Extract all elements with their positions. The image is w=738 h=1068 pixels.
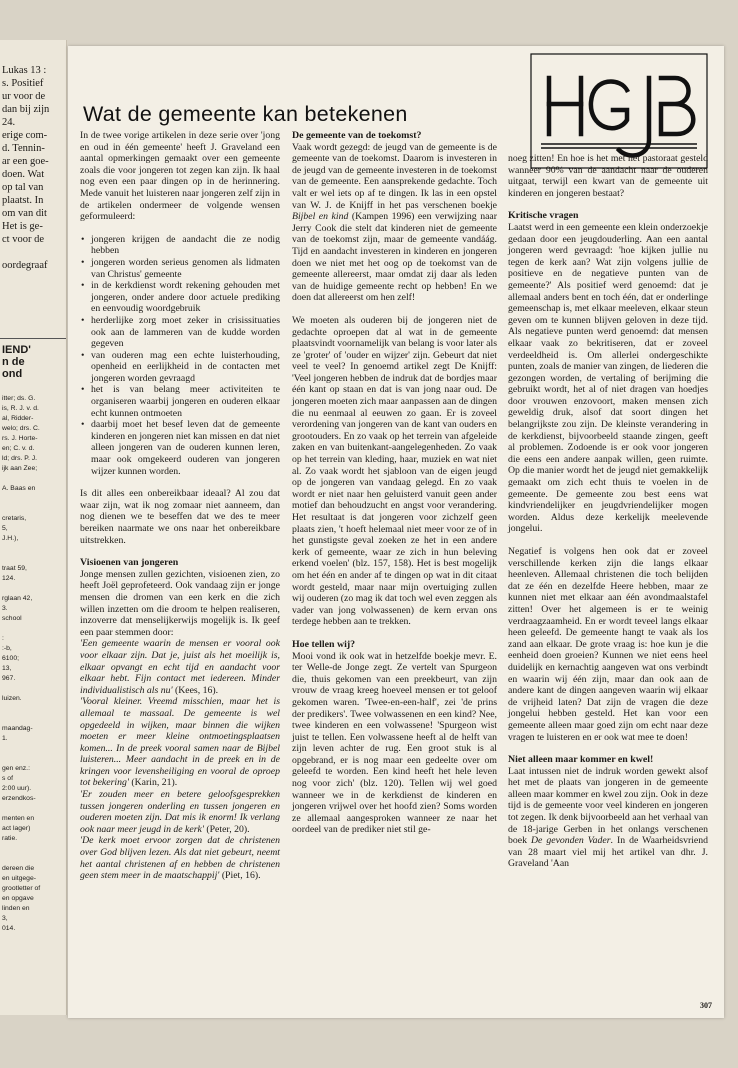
- prev-colophon-line: en uitgege-: [2, 875, 37, 882]
- prev-box-heading: IEND': [2, 344, 31, 356]
- prev-page-line: op tal van: [2, 182, 44, 193]
- quote-piet: 'De kerk moet ervoor zorgen dat de christenen over God blijven lezen. Als dat niet gebeurt, neemt het aantal christenen af en hebben de christenen geen stem meer in de maatschappij' (Piet, 16).: [80, 835, 280, 882]
- prev-colophon-line: ld; drs. P. J.: [2, 455, 38, 462]
- prev-colophon-line: J.H.),: [2, 535, 19, 542]
- prev-colophon-line: ratie.: [2, 835, 18, 842]
- prev-page-line: Het is ge-: [2, 221, 43, 232]
- older-paragraph: We moeten als ouderen bij de jongeren niet de gedachte oproepen dat al wat in de gemeente plaatsvindt voornamelijk van belang is voor later als ze 'groter' of 'ouder en wijzer' zijn. Gebeurt dat niet veel te veel? In genoemd artikel zegt De Knijff: 'Veel jongeren hebben de indruk dat de bordjes maar één kant op staan en dat is van jong naar oud. De jongeren moeten zich maar aanpassen aan de dingen die nu eenmaal al eeuwen zo gaan. Er is zoveel verordening van jongeren van de kant van ouders en grootouders. En zo vaak op het terrein van afgeleide zaken en van buitenkant-aangelegenheden. Zo vaak op het terrein van kleding, haar, muziek en wat niet al. Zo vaak wordt het sjabloon van de eigen jeugd op de jongeren van vandaag gelegd. En zo vaak wordt er niet naar hen geluisterd vanuit geen ander motief dan behoudzucht en angst voor verandering. Het resultaat is dat jongeren voor zichzelf geen plaats zien, 't hoeft helemaal niet meer voor ze of in het gunstigste geval zoeken ze het in een andere kerk of gemeente, waar ze zich in hun beleving erkend voelen' (blz. 157, 158). Het is best mogelijk om het één en ander af te dingen op wat in dit citaat wordt gesteld, maar naar mijn overtuiging zullen wij ouderen (zo mag ik dat toch wel even zeggen als vader van jong volwassenen) de kern ervan ons terdege hebben aan te trekken.: [292, 314, 497, 628]
- wish-item: • jongeren krijgen de aandacht die ze nodig hebben: [80, 234, 280, 257]
- prev-colophon-line: :: [2, 635, 4, 642]
- heading-kommer: Niet alleen maar kommer en kwel!: [508, 754, 654, 766]
- prev-page-line: erige com-: [2, 130, 48, 141]
- prev-colophon-line: act lager): [2, 825, 31, 832]
- prev-colophon-line: linden en: [2, 905, 30, 912]
- heading-tellen: Hoe tellen wij?: [292, 638, 356, 650]
- prev-colophon-line: 014.: [2, 925, 16, 932]
- prev-colophon-line: 1.: [2, 735, 8, 742]
- quote-kees: 'Een gemeente waarin de mensen er vooral ook voor elkaar zijn. Dat je, juist als het moeilijk is, elkaar opvangt en echt tijd en aandacht voor elkaar hebt. Fijn contact met iedereen. Minder individualistisch als nu' (Kees, 16).: [80, 638, 280, 696]
- prev-colophon-line: A. Baas en: [2, 485, 36, 492]
- prev-colophon-line: :-b,: [2, 645, 12, 652]
- wish-item: • daarbij moet het besef leven dat de gemeente kinderen en jongeren niet kan missen en dat niet alleen jongeren van de ouderen kunnen leren, maar ook omgekeerd ouderen van jongeren wijzer kunnen worden.: [80, 419, 280, 477]
- prev-page-line: 24.: [2, 117, 16, 128]
- column-3: [508, 153, 708, 881]
- prev-colophon-line: 124.: [2, 575, 16, 582]
- prev-colophon-line: 3,: [2, 915, 8, 922]
- wish-item: • van ouderen mag een echte luisterhouding, openheid en eerlijkheid in de contacten met jongeren worden gevraagd: [80, 350, 280, 385]
- prev-page-line: om van dit: [2, 208, 47, 219]
- blessing-paragraph: Laat intussen niet de indruk worden gewekt alsof het met de plaats van jongeren in de gemeente alleen maar kommer en kwel zou zijn. Ook in deze tijd is de gemeente voor veel kinderen en jongeren tot zegen. Ik denk bijvoorbeeld aan het verhaal van de 18-jarige Gerben in het onlangs verschenen boek De gevonden Vader. In de Waarheidsvriend van 28 maart viel mij het artikel van dhr. J. Graveland 'Aan: [508, 765, 708, 870]
- magazine-page: [68, 46, 724, 1018]
- prev-colophon-line: school: [2, 615, 22, 622]
- prev-colophon-line: grootletter of: [2, 885, 41, 892]
- heading-visioenen: Visioenen van jongeren: [80, 557, 179, 569]
- prev-colophon-line: welo; drs. C.: [2, 425, 40, 432]
- prev-colophon-line: en opgave: [2, 895, 34, 902]
- prev-colophon-line: cretaris,: [2, 515, 27, 522]
- prev-colophon-line: luizen.: [2, 695, 22, 702]
- prev-colophon-line: dereen die: [2, 865, 35, 872]
- visions-paragraph: Jonge mensen zullen gezichten, visioenen zien, zo heeft Joël geprofeteerd. Ook vandaag zijn er jonge mensen die dromen van een kerk en die zich willen inzetten om die droom te helpen realiseren, inzoverre dat menselijkerwijs mogelijk is. Ik geef een paar stemmen door:: [80, 568, 280, 638]
- heading-kritische: Kritische vragen: [508, 210, 579, 222]
- prev-page-line: s. Positief: [2, 78, 44, 89]
- prev-box-rule: [0, 338, 66, 339]
- prev-colophon-line: traat 59,: [2, 565, 27, 572]
- wish-item: • herderlijke zorg moet zeker in crisissituaties ook aan de lammeren van de kudde worden gegeven: [80, 315, 280, 350]
- ideal-paragraph: Is dit alles een onbereikbaar ideaal? Al zou dat waar zijn, wat ik nog zomaar niet aanneem, dan nog dienen we te beseffen dat we des te meer bereiken naarmate we ons naar het onbereikbare uitstrekken.: [80, 488, 280, 546]
- prev-page-line: ct voor de: [2, 234, 44, 245]
- heading-toekomst: De gemeente van de toekomst?: [292, 130, 422, 141]
- prev-colophon-line: ijk aan Zee;: [2, 465, 38, 472]
- prev-colophon-line: rs. J. Horte-: [2, 435, 38, 442]
- prev-colophon-line: 6100;: [2, 655, 20, 662]
- prev-box-heading: n de: [2, 356, 25, 368]
- prev-colophon-line: rglaan 42,: [2, 595, 33, 602]
- previous-page-fragment: [0, 40, 67, 1015]
- prev-colophon-line: 967.: [2, 675, 16, 682]
- survey-paragraph: Laatst werd in een gemeente een klein onderzoekje gedaan door een jeugdouderling. Aan een aantal jongeren werd gevraagd: 'hoe kijken jullie nu tegen de kerk aan? Wat zijn volgens jullie de positieve en de negatieve punten van de gemeente?' Als positief werd genoemd: dat je allemaal anders bent en toch één, dat er onderlinge gemeenschap is, met elkaar meeleven, elkaar steun geven om te kunnen blijven geloven in deze tijd. Als negatieve punten werd genoemd: dat mensen elkaar vaak zo bekritiseren, dat er zoveel verdeeldheid is. Om allerlei ondergeschikte punten, zoals de manier van zingen, de liederen die gezongen worden, de vertaling of berijming die gebruikt wordt, het al of niet dragen van hoedjes door vrouwen enzovoort, maken mensen zich geweldig druk, alsof dat soort dingen het belangrijkste zou zijn. De kleinste verandering in de kerkdienst, bijvoorbeeld staande zingen, geeft al problemen. Zodoende is er ook voor jongeren die eens een andere aanpak willen, geen ruimte. Op die manier wordt het de jeugd niet gemakkelijk gemaakt om zich echt thuis te voelen in de gemeente. De gemeente zou best eens wat kindvriendelijker en jeugdvriendelijker mogen worden. Aldus deze kerkelijk meelevende jongelui.: [508, 221, 708, 535]
- prev-colophon-line: 2:00 uur).: [2, 785, 32, 792]
- unity-paragraph: Negatief is volgens hen ook dat er zoveel verschillende kerken zijn die langs elkaar heenleven. Allemaal christenen die toch belijden dat ze één en dezelfde Heere hebben, maar ze kunnen niet met elkaar aan één avondmaalstafel zitten! Over het algemeen is er te weinig verdraagzaamheid. En er wordt teveel langs elkaar heen geleefd. De gemeente hangt te vaak als los zand aan elkaar. De grote vraag is: hoe kun je die eenheid doen groeien? Kunnen we niet eens heel duidelijk en kernachtig aangeven wat ons verbindt en waarin wij één zijn, maar dan ook aan de andere kant de dingen aangeven waarin wij elkaar de vrijheid laten? Dat zijn de vragen die deze jongelui hebben gesteld. Het kan voor een gemeente alleen maar goed zijn om echt naar deze vragen te luisteren en er ook wat mee te doen!: [508, 546, 708, 743]
- prev-colophon-line: al, Ridder-: [2, 415, 34, 422]
- column-1: [80, 130, 280, 882]
- prev-colophon-line: en; C. v. d.: [2, 445, 35, 452]
- wish-item: • het is van belang meer activiteiten te organiseren waarbij jongeren en ouderen elkaar echt kunnen ontmoeten: [80, 384, 280, 419]
- prev-colophon-line: gen enz.:: [2, 765, 30, 772]
- prev-colophon-line: itter; ds. G.: [2, 395, 36, 402]
- pastoral-paragraph: noeg zitten! En hoe is het met het pastoraat gesteld wanneer 90% van de aandacht naar de ouderen uitgaat, terwijl een kwart van de gemeente uit kinderen en jongeren bestaat?: [508, 153, 708, 199]
- prev-page-line: oordegraaf: [2, 260, 48, 271]
- prev-page-line: d. Tennin-: [2, 143, 45, 154]
- wish-item: • in de kerkdienst wordt rekening gehouden met jongeren, onder andere door actuele prediking en eenvoudig woordgebruik: [80, 280, 280, 315]
- prev-page-line: Lukas 13 :: [2, 65, 47, 76]
- prev-page-line: dan bij zijn: [2, 104, 50, 115]
- intro-paragraph: In de twee vorige artikelen in deze serie over 'jong en oud in één gemeente' heeft J. Graveland een aantal opmerkingen gemaakt over een gemeente zoals die voor jongeren tot zegen kan zijn. Ik haal nog even een paar dingen op in de herinnering. Mede vanuit het luisteren naar jongeren zelf zijn in de artikelen ondermeer de volgende wensen geformuleerd:: [80, 130, 280, 223]
- prev-page-line: plaatst. In: [2, 195, 44, 206]
- prev-colophon-line: 13,: [2, 665, 12, 672]
- prev-page-line: ar een goe-: [2, 156, 49, 167]
- prev-page-line: ur voor de: [2, 91, 46, 102]
- prev-colophon-line: maandag-: [2, 725, 33, 732]
- quote-peter: 'Er zouden meer en betere geloofsgesprekken tussen jongeren onderling en tussen jongeren en ouderen moeten zijn. Dat mis ik enorm! Ik verlang ook naar meer jeugd in de kerk' (Peter, 20).: [80, 789, 280, 835]
- future-paragraph: Vaak wordt gezegd: de jeugd van de gemeente is de gemeente van de toekomst. Daarom is investeren in de jeugd van de gemeente investeren in de toekomst van de gemeente. Een aansprekende gedachte. Toch valt er wel iets op af te dingen. Ik las in een opstel van W. J. de Knijff in het pas verschenen boekje Bijbel en kind (Kampen 1996) een verwijzing naar Jerry Cook die stelt dat kinderen niet de gemeente van de toekomst zijn, maar de gemeente vandáág. Tijd en aandacht investeren in kinderen en jongeren doen we niet met het oog op de toekomst van de gemeente allereerst, maar omdat zij daar als leden van de huidige gemeente recht op hebben! En we doen dat allereerst om hen zelf!: [292, 141, 497, 304]
- quote-karin: 'Vooral kleiner. Vreemd misschien, maar het is allemaal te massaal. De gemeente is wel opgedeeld in wijken, maar binnen die wijken moeten er meer kleine ontmoetingsplaatsen komen... In de preek vooral samen naar de Bijbel luisteren... Meer aandacht in de preek en in de kringen voor levensheiliging en vooral de oproep tot bekering' (Karin, 21).: [80, 696, 280, 789]
- column-2: [292, 130, 497, 847]
- prev-colophon-line: s of: [2, 775, 13, 782]
- wish-item: • jongeren worden serieus genomen als lidmaten van Christus' gemeente: [80, 257, 280, 280]
- prev-colophon-line: is, R. J. v. d.: [2, 405, 39, 412]
- prev-page-line: doen. Wat: [2, 169, 45, 180]
- prev-colophon-line: 5,: [2, 525, 8, 532]
- prev-box-heading: ond: [2, 368, 23, 380]
- prev-colophon-line: erzendkos-: [2, 795, 36, 802]
- page-number: 307: [700, 1001, 712, 1010]
- prev-colophon-line: 3.: [2, 605, 8, 612]
- article-title: Wat de gemeente kan betekenen: [83, 102, 408, 127]
- counting-paragraph: Mooi vond ik ook wat in hetzelfde boekje mevr. E. ter Welle-de Jonge zegt. Ze vertelt van Spurgeon die, thuis gekomen van een preekbeurt, van zijn vrouw de vraag kreeg hoeveel mensen er tot geloof gekomen waren. 'Twee-en-een-half', zei 'de prins der predikers'. Twee volwassenen en een kind? Nee, twee kinderen en een volwassene! 'Spurgeon wist juist te tellen. Een volwassene heeft al de helft van zijn leven achter de rug. Een groot stuk is al opgebrand, er is nog maar een gedeelte over om geleefd te worden. Een kind heeft het hele leven nog voor zich' (blz. 120). Tellen wij wel goed wanneer we in de kerkdienst de kinderen en jongeren vrijwel over het hoofd zien? Soms worden ze allemaal aangesproken wanneer ze naar het oordeel van de prediker niet stil ge-: [292, 650, 497, 836]
- wishes-list: [80, 234, 280, 477]
- prev-colophon-line: menten en: [2, 815, 35, 822]
